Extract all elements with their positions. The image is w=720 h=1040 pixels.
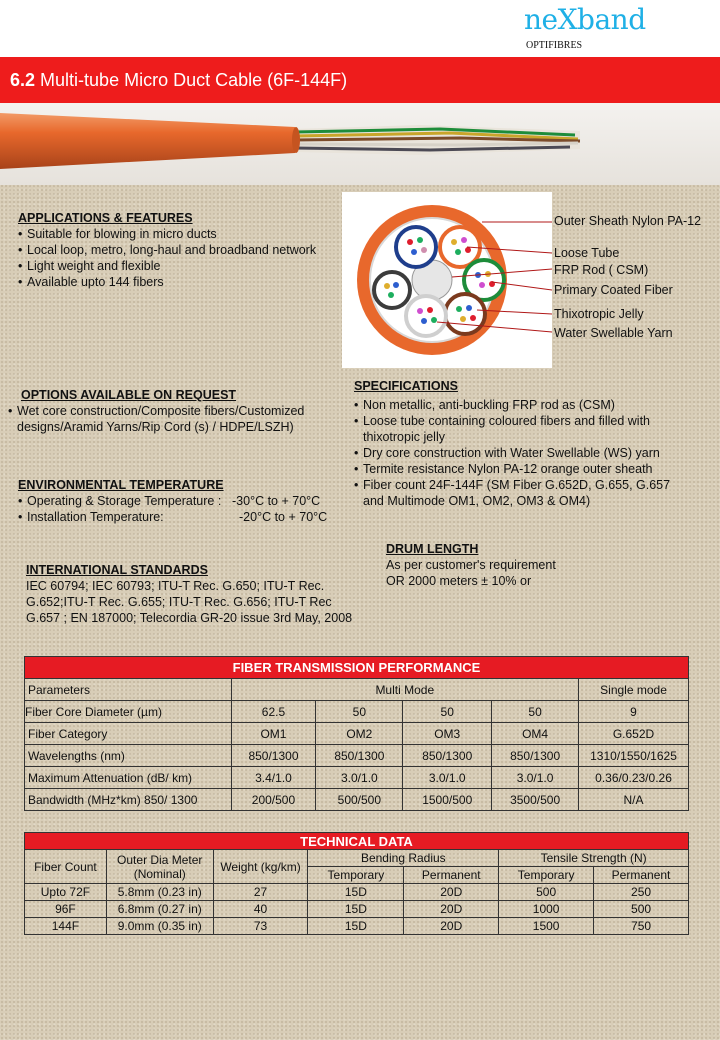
table-cell: OM4 xyxy=(492,723,579,745)
callout-outer-sheath: Outer Sheath Nylon PA-12 xyxy=(554,214,702,228)
table-row xyxy=(25,789,689,811)
table-cell: 96F xyxy=(25,901,107,918)
table-cell: 20D xyxy=(404,918,499,935)
table-header-cell: Weight (kg/km) xyxy=(213,850,308,884)
list-item: • Local loop, metro, long-haul and broadband network xyxy=(18,242,316,258)
table-header-cell: Permanent xyxy=(404,867,499,884)
environment-section xyxy=(18,477,327,525)
table-header-cell: Temporary xyxy=(499,867,594,884)
standards-line: G.652;ITU-T Rec. G.655; ITU-T Rec. G.656; ITU-T Rec xyxy=(26,595,332,609)
table-header-cell: Permanent xyxy=(594,867,689,884)
table-header-cell: Multi Mode xyxy=(231,679,578,701)
technical-data-table xyxy=(24,832,689,935)
table-header-cell xyxy=(106,850,213,884)
table-row xyxy=(25,918,689,935)
table-cell: Bandwidth (MHz*km) 850/ 1300 xyxy=(25,789,232,811)
callout-primary-coated-fiber: Primary Coated Fiber xyxy=(554,283,673,297)
table-cell: Maximum Attenuation (dB/ km) xyxy=(25,767,232,789)
brand-subtitle: OPTIFIBRES xyxy=(526,40,583,51)
table-cell: 850/1300 xyxy=(231,745,316,767)
table-cell: G.652D xyxy=(579,723,689,745)
table-cell: 1500/500 xyxy=(403,789,492,811)
table-cell: 50 xyxy=(492,701,579,723)
standards-heading: INTERNATIONAL STANDARDS xyxy=(26,563,208,577)
environment-heading: ENVIRONMENTAL TEMPERATURE xyxy=(18,478,224,492)
table-cell: OM2 xyxy=(316,723,403,745)
table-cell: 15D xyxy=(308,901,404,918)
title-bar xyxy=(0,57,720,103)
table-cell: 5.8mm (0.23 in) xyxy=(106,884,213,901)
table-header-cell: Fiber Count xyxy=(25,850,107,884)
list-item: • Non metallic, anti-buckling FRP rod as (CSM) xyxy=(354,397,694,413)
table-cell: 62.5 xyxy=(231,701,316,723)
table-header-cell: Temporary xyxy=(308,867,404,884)
list-item: • Loose tube containing coloured fibers and filled with thixotropic jelly xyxy=(354,413,694,445)
drum-length-heading: DRUM LENGTH xyxy=(386,542,479,556)
table-cell: 15D xyxy=(308,884,404,901)
cable-cross-section-diagram xyxy=(342,192,552,368)
page-title xyxy=(10,70,347,91)
table-row xyxy=(25,901,689,918)
table-cell: 850/1300 xyxy=(403,745,492,767)
env-label: Operating & Storage Temperature : xyxy=(27,494,222,508)
table-header-cell: Parameters xyxy=(25,679,232,701)
table-cell: 1000 xyxy=(499,901,594,918)
table-header-cell: Bending Radius xyxy=(308,850,499,867)
header-line: Outer Dia Meter xyxy=(117,852,203,867)
standards-section xyxy=(26,562,352,626)
table-cell: 27 xyxy=(213,884,308,901)
table-row xyxy=(25,701,689,723)
cable-banner-image xyxy=(0,103,720,185)
table-cell: 850/1300 xyxy=(316,745,403,767)
table-cell: 50 xyxy=(403,701,492,723)
table-row xyxy=(25,884,689,901)
env-label: Installation Temperature: xyxy=(27,510,164,524)
table-cell: OM3 xyxy=(403,723,492,745)
list-item: • Light weight and flexible xyxy=(18,258,316,274)
section-number: 6.2 xyxy=(10,70,36,90)
table-cell: 9 xyxy=(579,701,689,723)
list-item: • Fiber count 24F-144F (SM Fiber G.652D, G.655, G.657 and Multimode OM1, OM2, OM3 & OM4) xyxy=(354,477,694,509)
list-item: • Wet core construction/Composite fibers/Customized xyxy=(8,403,304,419)
table-cell: 9.0mm (0.35 in) xyxy=(106,918,213,935)
table-cell: 6.8mm (0.27 in) xyxy=(106,901,213,918)
list-item xyxy=(18,493,327,509)
table-cell: Upto 72F xyxy=(25,884,107,901)
table-cell: 73 xyxy=(213,918,308,935)
table-cell: 250 xyxy=(594,884,689,901)
table-title: TECHNICAL DATA xyxy=(25,833,689,850)
table-cell: Wavelengths (nm) xyxy=(25,745,232,767)
table-cell: 750 xyxy=(594,918,689,935)
table-cell: 200/500 xyxy=(231,789,316,811)
standards-line: G.657 ; EN 187000; Telecordia GR-20 issue 3rd May, 2008 xyxy=(26,611,353,625)
table-cell: 1310/1550/1625 xyxy=(579,745,689,767)
brand-logo: neXband xyxy=(524,3,646,36)
callout-loose-tube: Loose Tube xyxy=(554,246,620,260)
table-cell: 15D xyxy=(308,918,404,935)
applications-section xyxy=(18,210,316,290)
drum-line: OR 2000 meters ± 10% or xyxy=(386,574,532,588)
table-cell: OM1 xyxy=(231,723,316,745)
header-line: (Nominal) xyxy=(133,866,186,881)
table-cell: 850/1300 xyxy=(492,745,579,767)
table-cell: 3.0/1.0 xyxy=(403,767,492,789)
table-cell: 144F xyxy=(25,918,107,935)
table-cell: Fiber Core Diameter (µm) xyxy=(25,701,232,723)
drum-length-section xyxy=(386,541,556,589)
list-item: • Termite resistance Nylon PA-12 orange outer sheath xyxy=(354,461,694,477)
table-header-cell: Single mode xyxy=(579,679,689,701)
callout-water-swellable-yarn: Water Swellable Yarn xyxy=(554,326,673,340)
fiber-transmission-table xyxy=(24,656,689,811)
options-line-2: designs/Aramid Yarns/Rip Cord (s) / HDPE/LSZH) xyxy=(17,420,294,434)
list-item: • Available upto 144 fibers xyxy=(18,274,316,290)
table-cell: 40 xyxy=(213,901,308,918)
env-value: -30°C to + 70°C xyxy=(232,494,321,508)
section-title: Multi-tube Micro Duct Cable (6F-144F) xyxy=(40,70,348,90)
list-item: • Dry core construction with Water Swellable (WS) yarn xyxy=(354,445,694,461)
options-section xyxy=(8,387,304,435)
list-item xyxy=(18,509,327,525)
table-cell: 3.4/1.0 xyxy=(231,767,316,789)
table-cell: Fiber Category xyxy=(25,723,232,745)
table-cell: 20D xyxy=(404,901,499,918)
table-cell: 3.0/1.0 xyxy=(316,767,403,789)
standards-line: IEC 60794; IEC 60793; ITU-T Rec. G.650; ITU-T Rec. xyxy=(26,579,325,593)
table-cell: 50 xyxy=(316,701,403,723)
table-cell: 500 xyxy=(594,901,689,918)
table-title: FIBER TRANSMISSION PERFORMANCE xyxy=(25,657,689,679)
list-item: • Suitable for blowing in micro ducts xyxy=(18,226,316,242)
drum-line: As per customer's requirement xyxy=(386,558,556,572)
applications-heading: APPLICATIONS & FEATURES xyxy=(18,211,193,225)
table-cell: 500/500 xyxy=(316,789,403,811)
table-row xyxy=(25,723,689,745)
specifications-section xyxy=(354,378,694,509)
table-cell: 3.0/1.0 xyxy=(492,767,579,789)
table-row xyxy=(25,745,689,767)
table-header-cell: Tensile Strength (N) xyxy=(499,850,689,867)
specifications-heading: SPECIFICATIONS xyxy=(354,379,458,393)
table-row xyxy=(25,767,689,789)
table-cell: 1500 xyxy=(499,918,594,935)
table-cell: N/A xyxy=(579,789,689,811)
options-heading: OPTIONS AVAILABLE ON REQUEST xyxy=(21,388,237,402)
callout-thixotropic-jelly: Thixotropic Jelly xyxy=(554,307,644,321)
table-cell: 0.36/0.23/0.26 xyxy=(579,767,689,789)
env-value: -20°C to + 70°C xyxy=(239,510,328,524)
table-cell: 500 xyxy=(499,884,594,901)
table-cell: 20D xyxy=(404,884,499,901)
callout-frp-rod: FRP Rod ( CSM) xyxy=(554,263,649,277)
table-cell: 3500/500 xyxy=(492,789,579,811)
